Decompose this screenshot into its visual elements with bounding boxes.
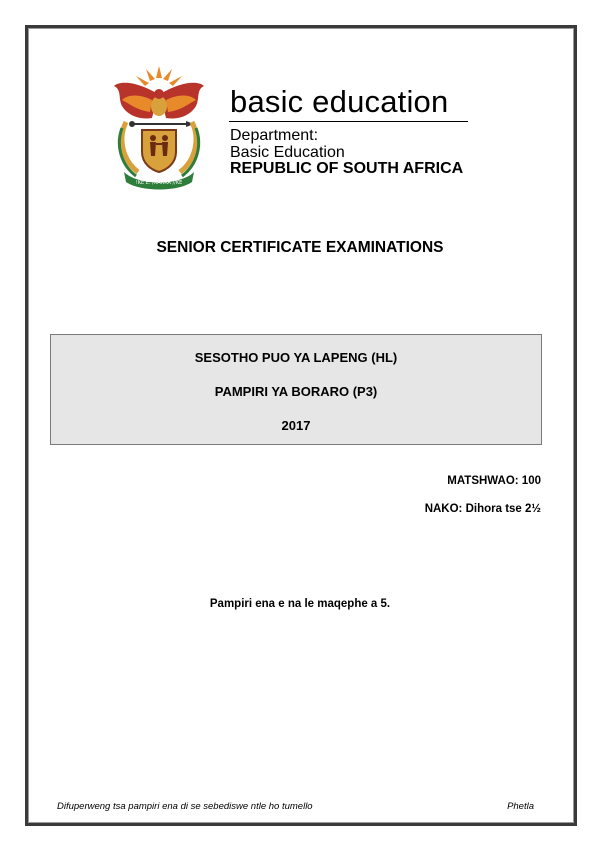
- department-label: Department:: [230, 127, 319, 144]
- turn-over-label: Phetla: [507, 801, 534, 812]
- coat-of-arms-icon: [108, 64, 210, 190]
- marks-info: MATSHWAO: 100: [447, 475, 541, 487]
- exam-year: 2017: [281, 418, 311, 433]
- country-name: REPUBLIC OF SOUTH AFRICA: [230, 160, 464, 177]
- subject-box: [50, 334, 542, 445]
- brand-divider: [229, 121, 468, 122]
- brand-title: basic education: [230, 84, 449, 119]
- paper-number: PAMPIRI YA BORARO (P3): [214, 384, 378, 399]
- exam-title: SENIOR CERTIFICATE EXAMINATIONS: [156, 239, 444, 256]
- department-name: Basic Education: [230, 144, 345, 161]
- pages-note: Pampiri ena e na le maqephe a 5.: [209, 598, 391, 610]
- copyright-notice: Difuperweng tsa pampiri ena di se sebediswe ntle ho tumello: [57, 801, 313, 812]
- crest-motto: !KE E: /XARRA //KE: [135, 180, 183, 186]
- time-info: NAKO: Dihora tse 2½: [424, 503, 541, 515]
- subject-name: SESOTHO PUO YA LAPENG (HL): [194, 350, 398, 365]
